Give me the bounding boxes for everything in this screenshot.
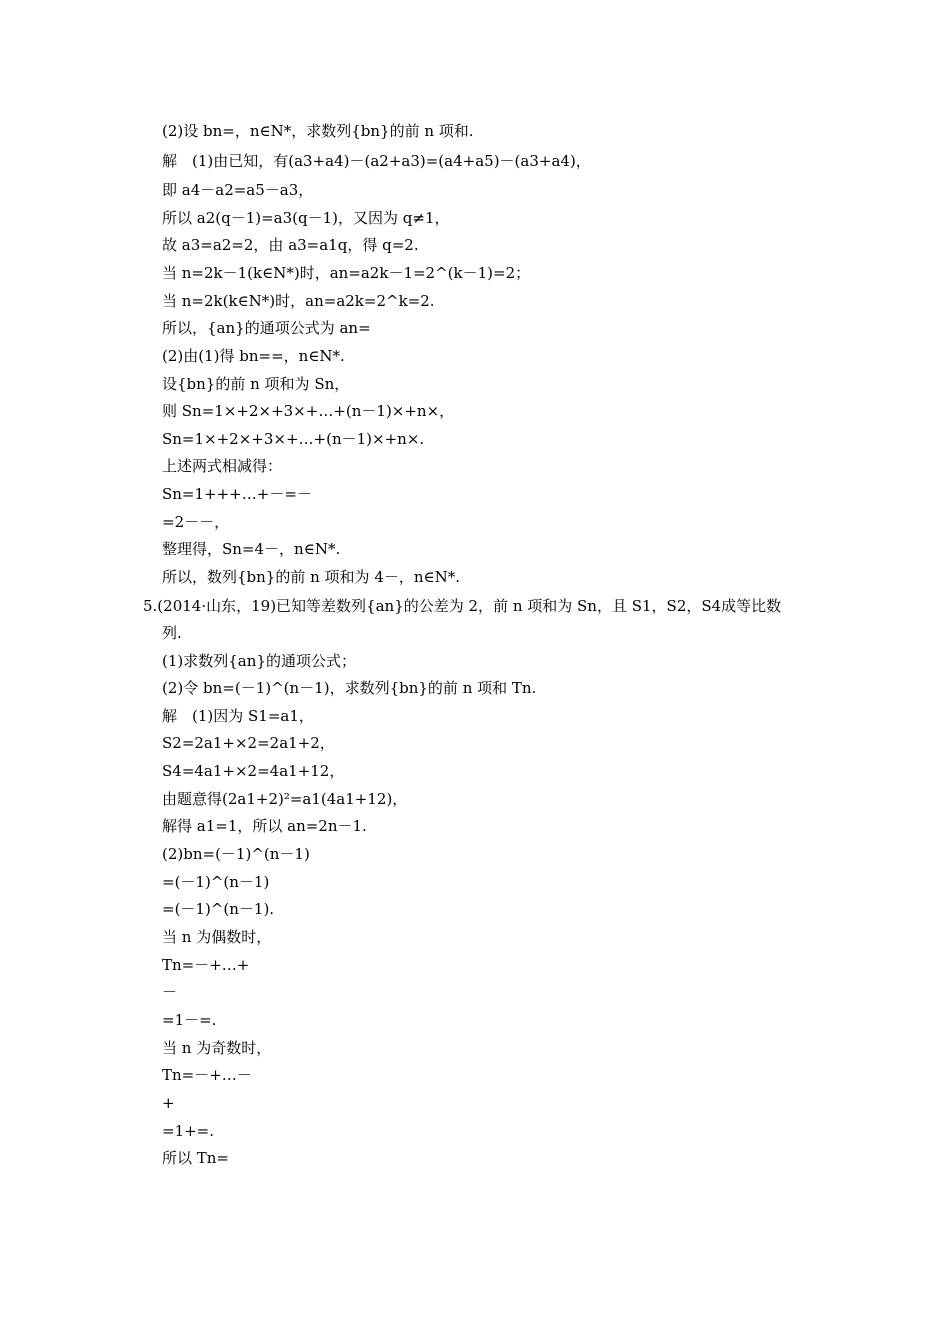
text-line: 设{bn}的前 n 项和为 Sn， (162, 375, 350, 393)
text-line: 当 n=2k(k∈N*)时，an=a2k=2^k=2. (162, 292, 435, 310)
text-line: S4=4a1+×2=4a1+12， (162, 762, 345, 780)
text-line: (2)由(1)得 bn==，n∈N*. (162, 347, 345, 365)
text-line: 当 n 为奇数时， (162, 1039, 272, 1057)
text-line: =(－1)^(n－1). (162, 900, 275, 918)
text-line: Sn=1+++…+－=－ (162, 485, 312, 503)
text-line: 所以，{an}的通项公式为 an= (162, 319, 371, 337)
text-line: 解得 a1=1，所以 an=2n－1. (162, 817, 367, 835)
text-line: Tn=－+…－ (162, 1066, 252, 1084)
text-line: 所以，数列{bn}的前 n 项和为 4－，n∈N*. (162, 568, 461, 586)
text-line: + (162, 1094, 175, 1112)
text-line: － (162, 983, 178, 1001)
text-line: (2)bn=(－1)^(n－1) (162, 845, 310, 863)
text-line: 当 n 为偶数时， (162, 928, 272, 946)
text-line: 则 Sn=1×+2×+3×+…+(n－1)×+n×， (162, 402, 455, 420)
text-line: 所以 Tn= (162, 1149, 230, 1167)
text-line: =(－1)^(n－1) (162, 873, 270, 891)
problem-heading: 5.(2014·山东，19)已知等差数列{an}的公差为 2，前 n 项和为 Sn，且 S1，S2，S4成等比数 (143, 597, 782, 615)
text-line: 即 a4－a2=a5－a3， (162, 181, 314, 199)
text-line: =1+=. (162, 1122, 215, 1140)
text-line: (2)令 bn=(－1)^(n－1)，求数列{bn}的前 n 项和 Tn. (162, 679, 537, 697)
text-line: 所以 a2(q－1)=a3(q－1)，又因为 q≠1， (162, 209, 450, 227)
text-line: (2)设 bn=，n∈N*，求数列{bn}的前 n 项和. (162, 122, 474, 140)
text-line: 列. (162, 624, 182, 642)
text-line: 解 (1)由已知，有(a3+a4)－(a2+a3)=(a4+a5)－(a3+a4)， (162, 152, 591, 170)
text-line: 当 n=2k－1(k∈N*)时，an=a2k－1=2^(k－1)=2； (162, 264, 531, 282)
text-line: 整理得，Sn=4－，n∈N*. (162, 540, 341, 558)
text-line: S2=2a1+×2=2a1+2， (162, 734, 335, 752)
text-line: =1－=. (162, 1011, 217, 1029)
text-line: 由题意得(2a1+2)²=a1(4a1+12)， (162, 790, 408, 808)
text-line: Tn=－+…+ (162, 956, 250, 974)
text-line: =2－－， (162, 513, 230, 531)
text-line: (1)求数列{an}的通项公式； (162, 652, 356, 670)
text-line: Sn=1×+2×+3×+…+(n－1)×+n×. (162, 430, 425, 448)
text-line: 故 a3=a2=2，由 a3=a1q，得 q=2. (162, 236, 419, 254)
text-line: 解 (1)因为 S1=a1， (162, 707, 314, 725)
text-line: 上述两式相减得： (162, 457, 283, 475)
